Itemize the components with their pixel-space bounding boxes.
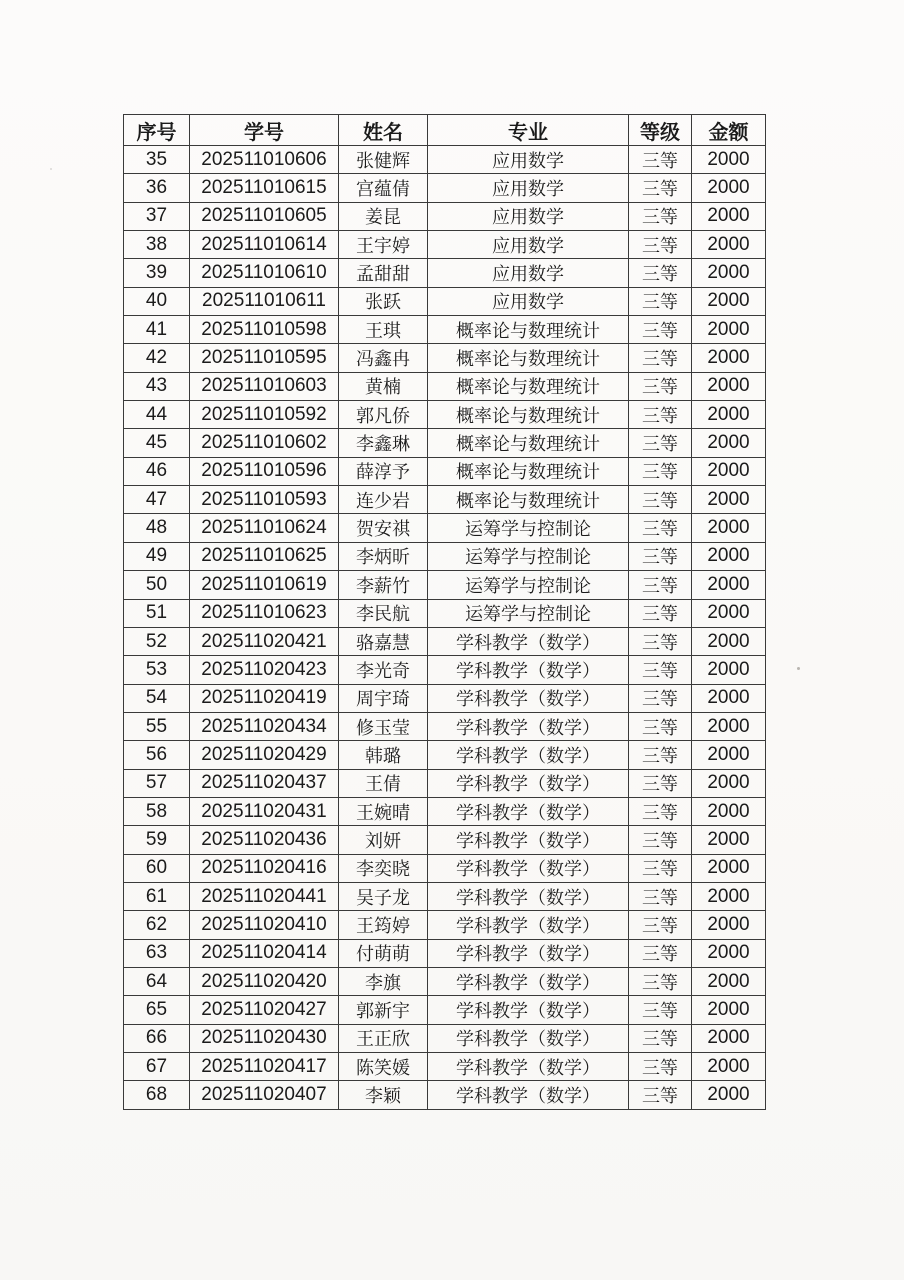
cell-amount: 2000 — [692, 769, 766, 797]
table-row — [124, 344, 766, 372]
cell-level: 三等 — [629, 741, 692, 769]
table-row — [124, 542, 766, 570]
cell-level: 三等 — [629, 457, 692, 485]
cell-level: 三等 — [629, 967, 692, 995]
cell-no: 46 — [124, 457, 190, 485]
col-header-student-id: 学号 — [190, 115, 339, 146]
scan-speck — [797, 667, 800, 670]
cell-student_id: 202511010593 — [190, 486, 339, 514]
table-row — [124, 769, 766, 797]
cell-amount: 2000 — [692, 826, 766, 854]
cell-major: 学科教学（数学） — [428, 656, 629, 684]
cell-amount: 2000 — [692, 627, 766, 655]
table-row — [124, 316, 766, 344]
cell-student_id: 202511010592 — [190, 401, 339, 429]
table-row — [124, 996, 766, 1024]
col-header-amount: 金额 — [692, 115, 766, 146]
cell-student_id: 202511020430 — [190, 1024, 339, 1052]
cell-name: 韩璐 — [339, 741, 428, 769]
cell-no: 59 — [124, 826, 190, 854]
cell-level: 三等 — [629, 401, 692, 429]
cell-amount: 2000 — [692, 911, 766, 939]
cell-amount: 2000 — [692, 967, 766, 995]
cell-no: 56 — [124, 741, 190, 769]
cell-amount: 2000 — [692, 712, 766, 740]
cell-no: 63 — [124, 939, 190, 967]
table-row — [124, 514, 766, 542]
cell-student_id: 202511020417 — [190, 1053, 339, 1081]
table-row — [124, 854, 766, 882]
cell-level: 三等 — [629, 684, 692, 712]
cell-student_id: 202511020437 — [190, 769, 339, 797]
table-row — [124, 231, 766, 259]
cell-student_id: 202511020421 — [190, 627, 339, 655]
cell-major: 概率论与数理统计 — [428, 372, 629, 400]
cell-amount: 2000 — [692, 174, 766, 202]
table-row — [124, 712, 766, 740]
cell-amount: 2000 — [692, 486, 766, 514]
scan-speck — [50, 168, 52, 170]
cell-no: 64 — [124, 967, 190, 995]
cell-amount: 2000 — [692, 231, 766, 259]
cell-amount: 2000 — [692, 1053, 766, 1081]
cell-no: 65 — [124, 996, 190, 1024]
table-row — [124, 1081, 766, 1110]
cell-no: 38 — [124, 231, 190, 259]
cell-name: 刘妍 — [339, 826, 428, 854]
table-row — [124, 429, 766, 457]
cell-student_id: 202511010624 — [190, 514, 339, 542]
cell-name: 陈笑媛 — [339, 1053, 428, 1081]
cell-name: 王正欣 — [339, 1024, 428, 1052]
cell-student_id: 202511010595 — [190, 344, 339, 372]
cell-major: 应用数学 — [428, 287, 629, 315]
cell-no: 50 — [124, 571, 190, 599]
cell-no: 54 — [124, 684, 190, 712]
cell-name: 冯鑫冉 — [339, 344, 428, 372]
cell-major: 应用数学 — [428, 202, 629, 230]
cell-no: 68 — [124, 1081, 190, 1110]
cell-major: 应用数学 — [428, 146, 629, 174]
cell-major: 学科教学（数学） — [428, 741, 629, 769]
table-header-row — [124, 115, 766, 146]
cell-no: 41 — [124, 316, 190, 344]
cell-major: 运筹学与控制论 — [428, 571, 629, 599]
cell-amount: 2000 — [692, 1024, 766, 1052]
cell-no: 67 — [124, 1053, 190, 1081]
cell-no: 36 — [124, 174, 190, 202]
cell-amount: 2000 — [692, 684, 766, 712]
cell-no: 37 — [124, 202, 190, 230]
cell-major: 应用数学 — [428, 231, 629, 259]
cell-student_id: 202511010602 — [190, 429, 339, 457]
cell-amount: 2000 — [692, 797, 766, 825]
cell-no: 45 — [124, 429, 190, 457]
cell-name: 黄楠 — [339, 372, 428, 400]
cell-level: 三等 — [629, 826, 692, 854]
cell-student_id: 202511010619 — [190, 571, 339, 599]
table-row — [124, 174, 766, 202]
cell-name: 张健辉 — [339, 146, 428, 174]
table-row — [124, 741, 766, 769]
cell-major: 学科教学（数学） — [428, 627, 629, 655]
cell-name: 连少岩 — [339, 486, 428, 514]
table-row — [124, 656, 766, 684]
table-row — [124, 911, 766, 939]
cell-level: 三等 — [629, 542, 692, 570]
table-row — [124, 967, 766, 995]
cell-major: 概率论与数理统计 — [428, 486, 629, 514]
cell-name: 修玉莹 — [339, 712, 428, 740]
cell-name: 薛淳予 — [339, 457, 428, 485]
cell-level: 三等 — [629, 656, 692, 684]
cell-amount: 2000 — [692, 571, 766, 599]
table-row — [124, 939, 766, 967]
cell-level: 三等 — [629, 231, 692, 259]
cell-level: 三等 — [629, 287, 692, 315]
cell-amount: 2000 — [692, 146, 766, 174]
cell-major: 学科教学（数学） — [428, 939, 629, 967]
cell-amount: 2000 — [692, 202, 766, 230]
cell-no: 62 — [124, 911, 190, 939]
cell-amount: 2000 — [692, 939, 766, 967]
cell-major: 概率论与数理统计 — [428, 316, 629, 344]
cell-no: 55 — [124, 712, 190, 740]
cell-no: 49 — [124, 542, 190, 570]
cell-student_id: 202511020423 — [190, 656, 339, 684]
cell-major: 学科教学（数学） — [428, 967, 629, 995]
cell-level: 三等 — [629, 627, 692, 655]
cell-no: 40 — [124, 287, 190, 315]
cell-name: 李民航 — [339, 599, 428, 627]
cell-name: 王筠婷 — [339, 911, 428, 939]
scholarship-table — [123, 114, 766, 1110]
cell-name: 王宇婷 — [339, 231, 428, 259]
cell-amount: 2000 — [692, 854, 766, 882]
cell-student_id: 202511010598 — [190, 316, 339, 344]
table-row — [124, 627, 766, 655]
cell-level: 三等 — [629, 344, 692, 372]
cell-name: 孟甜甜 — [339, 259, 428, 287]
table-row — [124, 486, 766, 514]
cell-no: 60 — [124, 854, 190, 882]
cell-level: 三等 — [629, 372, 692, 400]
cell-level: 三等 — [629, 259, 692, 287]
col-header-no: 序号 — [124, 115, 190, 146]
cell-no: 44 — [124, 401, 190, 429]
cell-amount: 2000 — [692, 287, 766, 315]
cell-major: 概率论与数理统计 — [428, 429, 629, 457]
cell-level: 三等 — [629, 514, 692, 542]
cell-level: 三等 — [629, 316, 692, 344]
table-row — [124, 146, 766, 174]
cell-student_id: 202511010606 — [190, 146, 339, 174]
cell-no: 39 — [124, 259, 190, 287]
cell-level: 三等 — [629, 486, 692, 514]
cell-major: 运筹学与控制论 — [428, 599, 629, 627]
cell-level: 三等 — [629, 996, 692, 1024]
cell-student_id: 202511010625 — [190, 542, 339, 570]
cell-name: 宫蕴倩 — [339, 174, 428, 202]
table-row — [124, 882, 766, 910]
cell-no: 57 — [124, 769, 190, 797]
cell-name: 周宇琦 — [339, 684, 428, 712]
cell-student_id: 202511020434 — [190, 712, 339, 740]
cell-name: 王婉晴 — [339, 797, 428, 825]
cell-student_id: 202511010610 — [190, 259, 339, 287]
cell-student_id: 202511010623 — [190, 599, 339, 627]
cell-student_id: 202511020407 — [190, 1081, 339, 1110]
cell-name: 王琪 — [339, 316, 428, 344]
cell-major: 学科教学（数学） — [428, 996, 629, 1024]
cell-amount: 2000 — [692, 401, 766, 429]
cell-student_id: 202511020410 — [190, 911, 339, 939]
col-header-level: 等级 — [629, 115, 692, 146]
table-row — [124, 599, 766, 627]
cell-amount: 2000 — [692, 656, 766, 684]
cell-level: 三等 — [629, 146, 692, 174]
table-row — [124, 571, 766, 599]
table-row — [124, 202, 766, 230]
cell-student_id: 202511020420 — [190, 967, 339, 995]
cell-level: 三等 — [629, 1081, 692, 1110]
cell-no: 61 — [124, 882, 190, 910]
cell-student_id: 202511020419 — [190, 684, 339, 712]
cell-amount: 2000 — [692, 542, 766, 570]
cell-name: 李奕晓 — [339, 854, 428, 882]
table-row — [124, 287, 766, 315]
cell-level: 三等 — [629, 854, 692, 882]
cell-major: 概率论与数理统计 — [428, 344, 629, 372]
cell-name: 李旗 — [339, 967, 428, 995]
cell-name: 付萌萌 — [339, 939, 428, 967]
cell-amount: 2000 — [692, 514, 766, 542]
cell-name: 郭凡侨 — [339, 401, 428, 429]
cell-level: 三等 — [629, 1053, 692, 1081]
cell-no: 47 — [124, 486, 190, 514]
cell-name: 姜昆 — [339, 202, 428, 230]
cell-level: 三等 — [629, 202, 692, 230]
cell-name: 王倩 — [339, 769, 428, 797]
cell-amount: 2000 — [692, 457, 766, 485]
cell-major: 概率论与数理统计 — [428, 457, 629, 485]
cell-no: 35 — [124, 146, 190, 174]
cell-no: 58 — [124, 797, 190, 825]
cell-student_id: 202511020427 — [190, 996, 339, 1024]
col-header-major: 专业 — [428, 115, 629, 146]
cell-name: 吴子龙 — [339, 882, 428, 910]
cell-student_id: 202511010596 — [190, 457, 339, 485]
cell-name: 郭新宇 — [339, 996, 428, 1024]
table-row — [124, 1053, 766, 1081]
cell-level: 三等 — [629, 712, 692, 740]
cell-major: 学科教学（数学） — [428, 1053, 629, 1081]
cell-level: 三等 — [629, 571, 692, 599]
cell-level: 三等 — [629, 797, 692, 825]
cell-name: 李炳昕 — [339, 542, 428, 570]
cell-student_id: 202511020436 — [190, 826, 339, 854]
cell-student_id: 202511020441 — [190, 882, 339, 910]
col-header-name: 姓名 — [339, 115, 428, 146]
cell-amount: 2000 — [692, 741, 766, 769]
cell-amount: 2000 — [692, 996, 766, 1024]
table-row — [124, 684, 766, 712]
cell-name: 李薪竹 — [339, 571, 428, 599]
cell-amount: 2000 — [692, 259, 766, 287]
cell-major: 运筹学与控制论 — [428, 542, 629, 570]
cell-major: 学科教学（数学） — [428, 854, 629, 882]
cell-no: 42 — [124, 344, 190, 372]
table-row — [124, 826, 766, 854]
table-row — [124, 1024, 766, 1052]
table-body — [124, 146, 766, 1110]
cell-no: 43 — [124, 372, 190, 400]
cell-amount: 2000 — [692, 599, 766, 627]
cell-name: 李颖 — [339, 1081, 428, 1110]
cell-major: 应用数学 — [428, 174, 629, 202]
cell-amount: 2000 — [692, 316, 766, 344]
table-row — [124, 372, 766, 400]
cell-no: 48 — [124, 514, 190, 542]
cell-level: 三等 — [629, 429, 692, 457]
cell-major: 学科教学（数学） — [428, 826, 629, 854]
cell-student_id: 202511020416 — [190, 854, 339, 882]
cell-major: 学科教学（数学） — [428, 684, 629, 712]
cell-name: 贺安祺 — [339, 514, 428, 542]
cell-name: 张跃 — [339, 287, 428, 315]
cell-student_id: 202511010615 — [190, 174, 339, 202]
cell-student_id: 202511020429 — [190, 741, 339, 769]
cell-student_id: 202511010611 — [190, 287, 339, 315]
cell-major: 学科教学（数学） — [428, 797, 629, 825]
cell-name: 骆嘉慧 — [339, 627, 428, 655]
cell-amount: 2000 — [692, 882, 766, 910]
cell-major: 学科教学（数学） — [428, 769, 629, 797]
cell-amount: 2000 — [692, 1081, 766, 1110]
cell-major: 学科教学（数学） — [428, 1024, 629, 1052]
cell-level: 三等 — [629, 882, 692, 910]
table-row — [124, 457, 766, 485]
cell-major: 学科教学（数学） — [428, 882, 629, 910]
cell-level: 三等 — [629, 1024, 692, 1052]
cell-no: 52 — [124, 627, 190, 655]
cell-level: 三等 — [629, 911, 692, 939]
cell-major: 学科教学（数学） — [428, 712, 629, 740]
table-row — [124, 401, 766, 429]
cell-amount: 2000 — [692, 372, 766, 400]
cell-student_id: 202511010614 — [190, 231, 339, 259]
cell-major: 学科教学（数学） — [428, 1081, 629, 1110]
cell-student_id: 202511020414 — [190, 939, 339, 967]
table-row — [124, 259, 766, 287]
cell-no: 53 — [124, 656, 190, 684]
cell-no: 51 — [124, 599, 190, 627]
cell-major: 应用数学 — [428, 259, 629, 287]
cell-level: 三等 — [629, 939, 692, 967]
cell-name: 李光奇 — [339, 656, 428, 684]
cell-amount: 2000 — [692, 344, 766, 372]
cell-level: 三等 — [629, 769, 692, 797]
cell-student_id: 202511020431 — [190, 797, 339, 825]
cell-major: 运筹学与控制论 — [428, 514, 629, 542]
cell-major: 学科教学（数学） — [428, 911, 629, 939]
cell-no: 66 — [124, 1024, 190, 1052]
cell-level: 三等 — [629, 599, 692, 627]
cell-name: 李鑫琳 — [339, 429, 428, 457]
table-row — [124, 797, 766, 825]
cell-major: 概率论与数理统计 — [428, 401, 629, 429]
cell-student_id: 202511010603 — [190, 372, 339, 400]
cell-level: 三等 — [629, 174, 692, 202]
cell-amount: 2000 — [692, 429, 766, 457]
cell-student_id: 202511010605 — [190, 202, 339, 230]
